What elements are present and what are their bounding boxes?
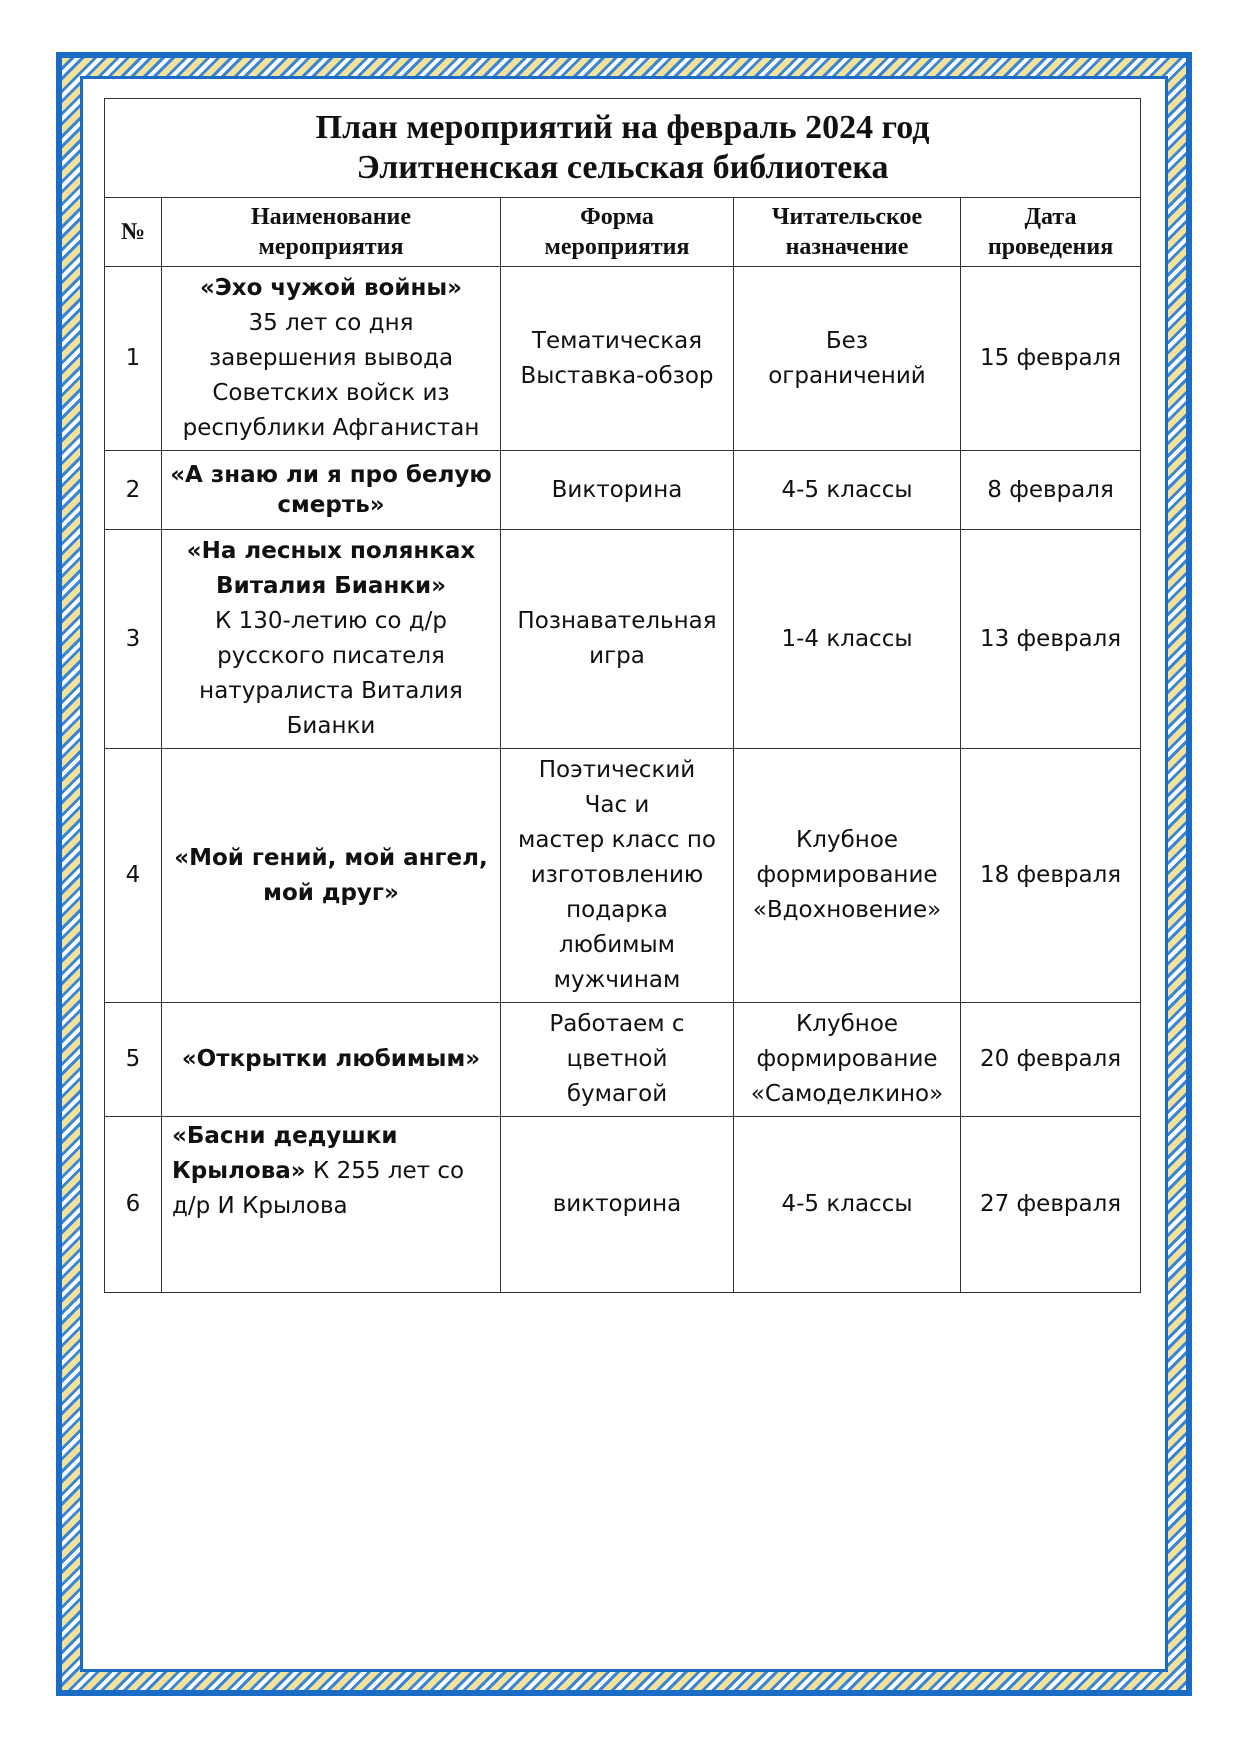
row-name — [162, 1117, 501, 1293]
row-name-bold: «На лесных полянках — [186, 538, 476, 564]
row-name-bold: «Эхо чужой войны» — [200, 275, 462, 301]
header-name-line-2: мероприятия — [258, 234, 404, 260]
row-form-line: игра — [589, 643, 645, 669]
header-form-line-1: Форма — [580, 204, 654, 230]
row-name-line: К 130-летию со д/р — [215, 608, 447, 634]
table-row — [105, 1117, 1141, 1293]
row-form-line: мастер класс по — [518, 827, 716, 853]
table-row — [105, 1003, 1141, 1117]
row-name-line: д/р И Крылова — [172, 1193, 348, 1219]
row-form — [501, 530, 734, 749]
table-row — [105, 530, 1141, 749]
row-name-bold: Виталия Бианки» — [216, 573, 446, 599]
row-form — [501, 1003, 734, 1117]
row-form: викторина — [501, 1117, 734, 1293]
row-name — [162, 530, 501, 749]
row-name — [162, 451, 501, 530]
row-name — [162, 749, 501, 1003]
row-date: 18 февраля — [961, 749, 1141, 1003]
row-reader-line: Без — [825, 327, 869, 354]
row-form-line: любимым — [558, 932, 676, 958]
row-name-line: русского писателя — [217, 643, 445, 669]
row-date: 13 февраля — [961, 530, 1141, 749]
row-date: 20 февраля — [961, 1003, 1141, 1117]
row-reader-line: «Самоделкино» — [750, 1081, 944, 1107]
row-num: 4 — [105, 749, 162, 1003]
row-reader-line: Клубное — [795, 1011, 899, 1037]
table-title — [105, 99, 1141, 198]
row-form-line: Работаем с — [549, 1011, 685, 1037]
row-name: «Открытки любимым» — [162, 1003, 501, 1117]
header-date — [961, 198, 1141, 267]
header-name-line-1: Наименование — [251, 204, 411, 230]
row-form-line: мужчинам — [553, 967, 681, 993]
row-name-line: К 255 лет со — [305, 1158, 465, 1184]
header-date-line-1: Дата — [1024, 204, 1077, 230]
row-reader — [734, 749, 961, 1003]
header-num: № — [105, 198, 162, 267]
header-reader-line-2: назначение — [785, 234, 909, 260]
row-reader — [734, 1003, 961, 1117]
row-num: 6 — [105, 1117, 162, 1293]
row-form-line: Познавательная — [517, 608, 717, 634]
row-reader-line: ограничений — [768, 362, 926, 389]
header-name — [162, 198, 501, 267]
title-line-2: Элитненская сельская библиотека — [356, 149, 889, 186]
table-row — [105, 267, 1141, 451]
row-name-line: 35 лет со дня — [248, 310, 414, 336]
header-reader-line-1: Читательское — [771, 204, 923, 230]
row-form-line: бумагой — [566, 1081, 668, 1107]
row-num: 2 — [105, 451, 162, 530]
row-form — [501, 749, 734, 1003]
row-form-line: изготовлению — [530, 862, 704, 888]
row-num: 5 — [105, 1003, 162, 1117]
row-form: Викторина — [501, 451, 734, 530]
header-row — [105, 198, 1141, 267]
header-reader — [734, 198, 961, 267]
title-row — [105, 99, 1141, 198]
row-reader-line: формирование — [756, 862, 938, 888]
row-name — [162, 267, 501, 451]
row-reader: 4-5 классы — [734, 1117, 961, 1293]
row-form-line: Выставка-обзор — [520, 362, 714, 389]
row-form — [501, 267, 734, 451]
title-line-1: План мероприятий на февраль 2024 год — [315, 109, 930, 146]
row-name-line: Советских войск из — [212, 380, 450, 406]
row-date: 8 февраля — [961, 451, 1141, 530]
row-name-line: Бианки — [286, 713, 376, 739]
row-name-bold: Крылова» — [172, 1158, 306, 1184]
row-name-line: республики Афганистан — [182, 415, 480, 441]
row-name-bold: смерть» — [277, 492, 385, 518]
row-name-bold: «А знаю ли я про белую — [170, 462, 492, 488]
row-name-bold: мой друг» — [263, 879, 399, 906]
row-name-line: завершения вывода — [208, 345, 454, 371]
row-reader-line: формирование — [756, 1046, 938, 1072]
row-form-line: подарка — [566, 897, 668, 923]
row-reader — [734, 267, 961, 451]
row-date: 15 февраля — [961, 267, 1141, 451]
header-date-line-2: проведения — [987, 234, 1114, 260]
header-form-line-2: мероприятия — [544, 234, 690, 260]
row-num: 1 — [105, 267, 162, 451]
header-form — [501, 198, 734, 267]
row-num: 3 — [105, 530, 162, 749]
row-reader-line: Клубное — [795, 827, 899, 853]
row-form-line: цветной — [566, 1046, 668, 1072]
table-row — [105, 451, 1141, 530]
row-name-bold: «Басни дедушки — [172, 1123, 398, 1149]
row-reader-line: «Вдохновение» — [752, 897, 942, 923]
row-form-line: Поэтический — [538, 757, 696, 783]
row-name-line: натуралиста Виталия — [199, 678, 463, 704]
row-reader: 4-5 классы — [734, 451, 961, 530]
table-row — [105, 749, 1141, 1003]
row-form-line: Тематическая — [531, 327, 703, 354]
row-name-bold: «Мой гений, мой ангел, — [174, 844, 488, 871]
row-form-line: Час и — [584, 792, 650, 818]
events-table — [104, 98, 1141, 1293]
row-date: 27 февраля — [961, 1117, 1141, 1293]
row-reader: 1-4 классы — [734, 530, 961, 749]
